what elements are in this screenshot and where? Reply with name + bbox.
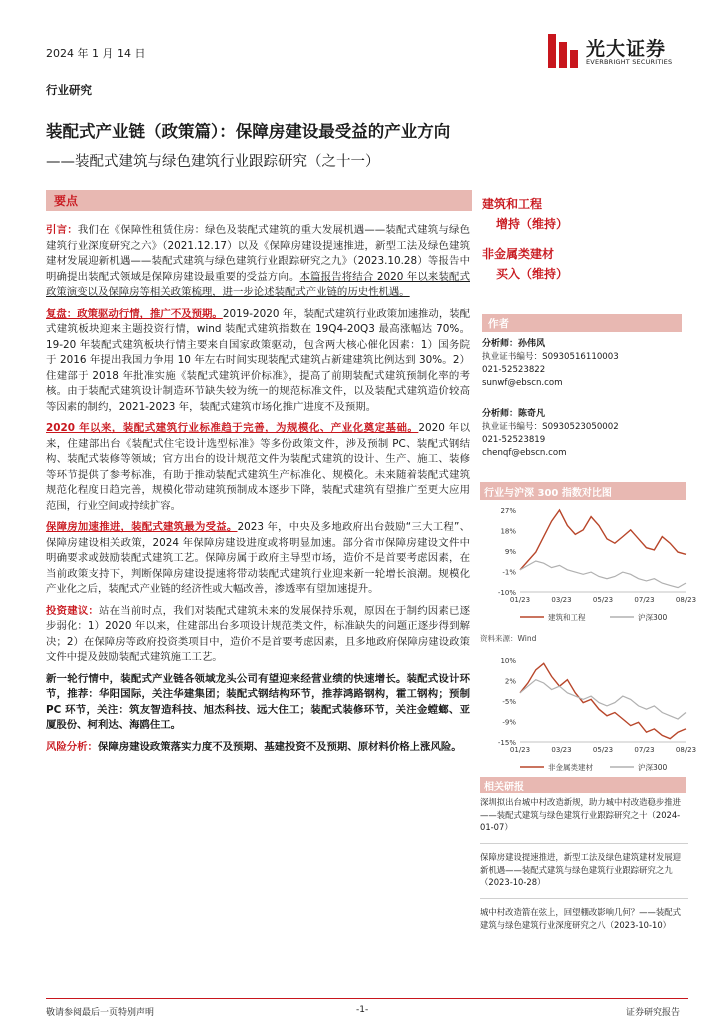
rating-1: 增持（维持） bbox=[496, 217, 569, 231]
authors-label: 作者 bbox=[488, 318, 509, 330]
footer-report-type: 证券研究报告 bbox=[626, 1008, 681, 1018]
chart1-y-tick-label: 18% bbox=[500, 527, 516, 536]
footer-divider bbox=[46, 998, 688, 999]
company-logo bbox=[548, 32, 708, 72]
chart2-y-tick-label: -15% bbox=[497, 739, 516, 747]
analyst-1-phone: 021-52523822 bbox=[482, 365, 546, 375]
related-reports-bar bbox=[480, 777, 686, 793]
page-number: -1- bbox=[356, 1005, 369, 1015]
review-text: 2019-2020 年，装配式建筑行业政策加速推动，装配式建筑板块迎来主题投资行情，wind 装配式建筑指数在 19Q4-20Q3 最高涨幅达 70%。19-20 年装配式建筑板块行情主要来自国家政策驱动，包含两大核心催化因素：1）国务院于 2016 年提出我国力争用 10 年左右时间实现装配式建筑占新建建筑比例达到 30%。2）住建部于 2018 年批准实施《装配式建筑评价标准》，提高了前期装配式建筑预制化率的考核。由于装配式建筑设计制造环节缺失较为统一的规范标准文件，以及装配式建筑造价较高等因素的制约，2021-2023 年，装配式建筑市场化推广进度不及预期。 bbox=[46, 307, 471, 413]
related-divider bbox=[480, 843, 688, 844]
chart1-x-tick-label: 08/23 bbox=[675, 596, 697, 604]
document-type: 行业研究 bbox=[46, 83, 92, 97]
paragraph-housing bbox=[46, 520, 470, 598]
chart1-legend-label: 建筑和工程 bbox=[548, 613, 586, 622]
chart1-x-tick-label: 01/23 bbox=[509, 596, 531, 604]
summary-header-bar bbox=[46, 190, 472, 211]
chart1-y-tick-label: 27% bbox=[500, 507, 516, 515]
analyst-1-name: 分析师：孙伟风 bbox=[482, 339, 546, 349]
housing-text: 2023 年，中央及多地政府出台鼓励“三大工程”、保障房建设相关政策，2024 年保障房建设进度或将明显加速。部分省市保障房建设文件中明确要求或鼓励装配式建筑工艺。保障房属于政府主导型市场，造价不是首要考虑因素，在当前政策支持下，判断保障房建设提速将带动装配式建筑行业迎来新一轮增长浪潮。规模化产业化之后，装配式产业链的经济性或大幅改善，渗透率有望加速提升。 bbox=[46, 521, 471, 595]
paragraph-review bbox=[46, 307, 470, 416]
analyst-2 bbox=[482, 408, 682, 460]
authors-header-bar bbox=[482, 314, 682, 332]
summary-body bbox=[46, 223, 470, 761]
chart1-x-tick-label: 07/23 bbox=[634, 596, 655, 604]
chart2-x-tick-label: 08/23 bbox=[675, 746, 697, 754]
chart2-y-tick-label: -5% bbox=[502, 698, 516, 706]
logo-name: 光大证券 bbox=[586, 38, 667, 60]
chart1-x-tick-label: 03/23 bbox=[551, 596, 572, 604]
paragraph-investment bbox=[46, 604, 470, 666]
everbright-logo-icon bbox=[548, 34, 578, 68]
analyst-2-cert: 执业证书编号：S0930523050002 bbox=[482, 422, 619, 432]
standards-label: 2020 年以来，装配式建筑行业标准趋于完善，为规模化、产业化奠定基础。 bbox=[46, 422, 419, 434]
summary-label: 要点 bbox=[54, 194, 79, 208]
main-title: 装配式产业链（政策篇）：保障房建设最受益的产业方向 bbox=[46, 122, 451, 141]
report-date: 2024 年 1 月 14 日 bbox=[46, 47, 146, 60]
chart2-x-tick-label: 03/23 bbox=[551, 746, 572, 754]
standards-text: 2020 年以来，住建部出台《装配式住宅设计选型标准》等多份政策文件，涉及预制 PC、装配式钢结构、装配式装修等领域；官方出台的设计规范文件为装配式建筑的设计、生产、施工、装修等环节提供了参考标准，有助于推动装配式建筑生产标准化、规模化。未来随着装配式建筑规范化程度日趋完善，规模化带动建筑预制成本逐步下降，装配式建筑有望推广至更大应用范围，行业空间或持续扩容。 bbox=[46, 422, 470, 512]
chart2-legend-label: 非金属类建材 bbox=[548, 763, 593, 772]
risk-label: 风险分析： bbox=[46, 740, 98, 753]
analyst-2-name: 分析师：陈奇凡 bbox=[482, 409, 546, 419]
analyst-2-email[interactable]: chenqf@ebscn.com bbox=[482, 448, 567, 458]
industry-1: 建筑和工程 bbox=[482, 197, 543, 211]
intro-underlined: 本篇报告将结合 2020 年以来装配式政策演变以及保障房等相关政策梳理，进一步论述装配式产业链的历史性机遇。 bbox=[46, 270, 470, 298]
intro-text: 我们在《保障性租赁住房：绿色及装配式建筑的重大发展机遇——装配式建筑与绿色建筑行业深度研究之六》（2021.12.17）以及《保障房建设提速推进，新型工法及绿色建筑建材发展迎新机遇——装配式建筑与绿色建筑行业跟踪研究之九》（2023.10.28）等报告中明确提出装配式领域是保障房建设最重要的受益方向。 bbox=[46, 224, 471, 283]
chart2-y-tick-label: 2% bbox=[504, 677, 516, 686]
review-label: 复盘：政策驱动行情，推广不及预期。 bbox=[46, 307, 223, 320]
chart1-x-tick-label: 05/23 bbox=[592, 596, 614, 604]
chart-building-materials bbox=[480, 650, 700, 775]
chart2-y-tick-label: -9% bbox=[502, 718, 516, 727]
housing-label: 保障房加速推进，装配式建筑最为受益。 bbox=[46, 521, 238, 533]
sub-title: ——装配式建筑与绿色建筑行业跟踪研究（之十一） bbox=[46, 154, 380, 170]
paragraph-risk bbox=[46, 740, 470, 756]
chart2-x-tick-label: 05/23 bbox=[592, 746, 614, 754]
chart2-legend-label: 沪深300 bbox=[638, 763, 668, 772]
intro-label: 引言： bbox=[46, 224, 78, 236]
related-report-2[interactable]: 保障房建设提速推进，新型工法及绿色建筑建材发展迎新机遇——装配式建筑与绿色建筑行业跟踪研究之九（2023-10-28） bbox=[480, 852, 681, 887]
related-report-1[interactable]: 深圳拟出台城中村改造新规，助力城中村改造稳步推进——装配式建筑与绿色建筑行业跟踪研究之十（2024-01-07） bbox=[480, 797, 681, 832]
chart1-series-line-2 bbox=[520, 561, 686, 588]
investment-text: 站在当前时点，我们对装配式建筑未来的发展保持乐观，原因在于制约因素已逐步弱化：1）2020 年以来，住建部出台多项设计规范类文件，标准缺失的问题正逐步得到解决；2）在保障房等政府投资类项目中，造价不是首要考虑因素，且多地政府保障房建设政策文件中提及鼓励装配式建筑施工工艺。 bbox=[46, 604, 471, 663]
footer-disclaimer: 敬请参阅最后一页特别声明 bbox=[46, 1008, 155, 1018]
paragraph-recommendation: 新一轮行情中，装配式产业链各领域龙头公司有望迎来经营业绩的快速增长。装配式设计环节，推荐：华阳国际，关注华建集团；装配式钢结构环节，推荐鸿路钢构，霍工钢构；预制 PC 环节，关注：筑友智造科技、旭杰科技、远大住工；装配式装修环节，关注金螳螂、亚厦股份、柯利达、海鸥住工。 bbox=[46, 672, 470, 731]
investment-label: 投资建议： bbox=[46, 604, 100, 617]
analyst-2-phone: 021-52523819 bbox=[482, 435, 546, 445]
chart2-series-line-1 bbox=[520, 663, 686, 738]
chart2-x-tick-label: 01/23 bbox=[509, 746, 531, 754]
analyst-1-cert: 执业证书编号：S0930516110003 bbox=[482, 352, 619, 362]
related-report-3[interactable]: 城中村改造箭在弦上，回望棚改影响几何？——装配式建筑与绿色建筑行业深度研究之八（2023-10-10） bbox=[480, 907, 681, 930]
related-divider bbox=[480, 898, 688, 899]
chart1-legend-label: 沪深300 bbox=[638, 613, 668, 622]
paragraph-standards bbox=[46, 421, 470, 514]
risk-text: 保障房建设政策落实力度不及预期、基建投资不及预期、原材料价格上涨风险。 bbox=[97, 740, 462, 753]
chart1-y-tick-label: -1% bbox=[502, 568, 516, 577]
analyst-1-email[interactable]: sunwf@ebscn.com bbox=[482, 378, 563, 388]
chart-source: 资料来源：Wind bbox=[480, 634, 537, 643]
chart2-y-tick-label: 10% bbox=[500, 657, 516, 665]
chart-title-bar bbox=[480, 482, 686, 500]
logo-english-name: EVERBRIGHT SECURITIES bbox=[586, 58, 673, 66]
industry-2: 非金属类建材 bbox=[482, 247, 555, 261]
analyst-1 bbox=[482, 338, 682, 390]
chart1-y-tick-label: 9% bbox=[504, 548, 516, 556]
rating-2: 买入（维持） bbox=[496, 267, 569, 281]
chart2-x-tick-label: 07/23 bbox=[634, 746, 655, 754]
chart-title: 行业与沪深 300 指数对比图 bbox=[484, 488, 612, 499]
related-reports-label: 相关研报 bbox=[484, 782, 524, 793]
chart1-y-tick-label: -10% bbox=[497, 589, 516, 597]
sidebar bbox=[482, 190, 682, 460]
chart-construction bbox=[480, 500, 700, 630]
paragraph-intro bbox=[46, 223, 470, 301]
chart1-series-line-1 bbox=[520, 510, 686, 570]
